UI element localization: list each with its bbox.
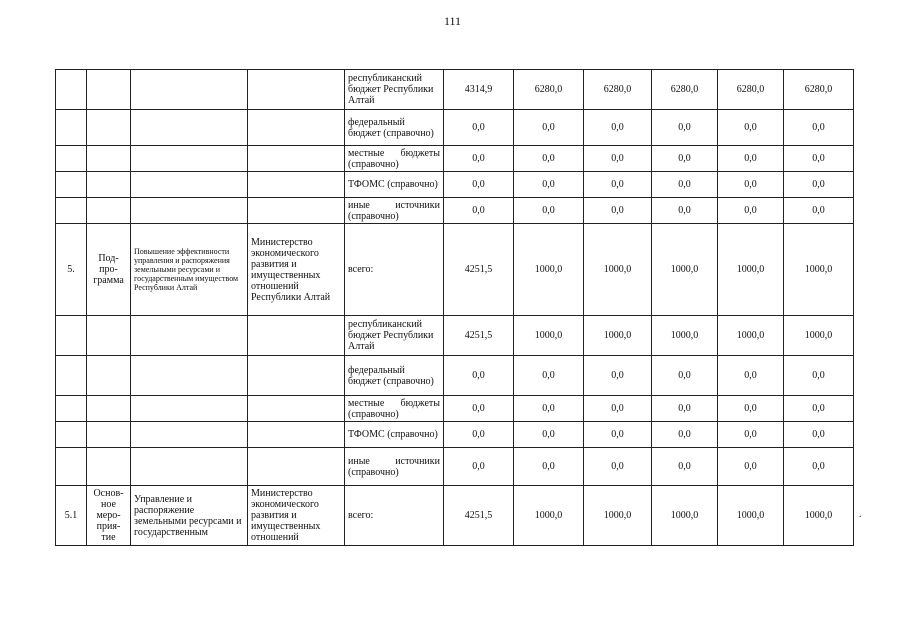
row-type-cell: Под-про-грамма: [87, 224, 131, 316]
value-cell: 0,0: [784, 396, 854, 422]
value-cell: 0,0: [718, 396, 784, 422]
page-number: 111: [443, 14, 462, 28]
row-index-cell: 5.: [56, 224, 87, 316]
row-executor-cell: [248, 172, 345, 198]
value-cell: 4251,5: [444, 486, 514, 546]
row-name-cell: [131, 198, 248, 224]
value-cell: 0,0: [584, 146, 652, 172]
row-name-cell: Повышение эффективности управления и распоряжения земельными ресурсами и государственным имуществом Республики Алтай: [131, 224, 248, 316]
value-cell: 0,0: [444, 396, 514, 422]
funding-source-cell: ТФОМС (справочно): [345, 422, 444, 448]
value-cell: 0,0: [514, 448, 584, 486]
value-cell: 1000,0: [514, 316, 584, 356]
table-row: [56, 316, 854, 356]
row-name-cell: [131, 316, 248, 356]
value-cell: 4251,5: [444, 316, 514, 356]
row-type-cell: [87, 70, 131, 110]
value-cell: 0,0: [444, 448, 514, 486]
table-row: [56, 110, 854, 146]
table-row: [56, 172, 854, 198]
value-cell: 0,0: [784, 198, 854, 224]
value-cell: 0,0: [784, 448, 854, 486]
value-cell: 6280,0: [718, 70, 784, 110]
table-row: [56, 356, 854, 396]
row-type-cell: [87, 316, 131, 356]
row-index-cell: [56, 422, 87, 448]
value-cell: 0,0: [652, 110, 718, 146]
value-cell: 0,0: [652, 396, 718, 422]
row-executor-cell: [248, 396, 345, 422]
value-cell: 1000,0: [584, 224, 652, 316]
value-cell: 0,0: [652, 422, 718, 448]
value-cell: 0,0: [652, 448, 718, 486]
row-type-cell: [87, 448, 131, 486]
value-cell: 0,0: [514, 172, 584, 198]
table-row: [56, 224, 854, 316]
value-cell: 0,0: [584, 110, 652, 146]
table-row: [56, 396, 854, 422]
value-cell: 0,0: [584, 198, 652, 224]
value-cell: 1000,0: [652, 316, 718, 356]
trailing-mark: .: [859, 509, 862, 520]
funding-source-cell: иные источники (справочно): [345, 448, 444, 486]
row-name-cell: [131, 110, 248, 146]
table-row: [56, 70, 854, 110]
table-row: [56, 448, 854, 486]
value-cell: 0,0: [652, 356, 718, 396]
value-cell: 6280,0: [584, 70, 652, 110]
value-cell: 0,0: [444, 198, 514, 224]
row-index-cell: [56, 198, 87, 224]
row-index-cell: [56, 70, 87, 110]
funding-source-cell: местные бюджеты (справочно): [345, 146, 444, 172]
value-cell: 0,0: [444, 356, 514, 396]
table-row: [56, 198, 854, 224]
table-row: [56, 486, 854, 546]
row-index-cell: [56, 172, 87, 198]
row-executor-cell: [248, 356, 345, 396]
row-executor-cell: [248, 316, 345, 356]
value-cell: 0,0: [784, 172, 854, 198]
value-cell: 6280,0: [514, 70, 584, 110]
row-index-cell: [56, 110, 87, 146]
value-cell: 0,0: [444, 422, 514, 448]
value-cell: 0,0: [514, 110, 584, 146]
row-name-cell: [131, 422, 248, 448]
value-cell: 0,0: [514, 422, 584, 448]
value-cell: 0,0: [718, 172, 784, 198]
funding-source-cell: федеральный бюджет (справочно): [345, 356, 444, 396]
row-executor-cell: [248, 422, 345, 448]
value-cell: 0,0: [718, 146, 784, 172]
row-name-cell: [131, 396, 248, 422]
funding-source-cell: всего:: [345, 224, 444, 316]
funding-source-cell: республиканский бюджет Республики Алтай: [345, 70, 444, 110]
funding-source-cell: иные источники (справочно): [345, 198, 444, 224]
funding-source-cell: местные бюджеты (справочно): [345, 396, 444, 422]
value-cell: 0,0: [584, 422, 652, 448]
table-row: [56, 422, 854, 448]
value-cell: 1000,0: [718, 316, 784, 356]
row-type-cell: [87, 198, 131, 224]
value-cell: 0,0: [584, 396, 652, 422]
value-cell: 0,0: [584, 448, 652, 486]
value-cell: 0,0: [514, 146, 584, 172]
row-name-cell: [131, 172, 248, 198]
funding-source-cell: ТФОМС (справочно): [345, 172, 444, 198]
value-cell: 1000,0: [584, 486, 652, 546]
funding-source-cell: всего:: [345, 486, 444, 546]
row-index-cell: [56, 396, 87, 422]
value-cell: 6280,0: [784, 70, 854, 110]
row-type-cell: Основ-ное меро-прия-тие: [87, 486, 131, 546]
value-cell: 6280,0: [652, 70, 718, 110]
value-cell: 0,0: [784, 110, 854, 146]
row-name-cell: [131, 356, 248, 396]
value-cell: 0,0: [652, 198, 718, 224]
value-cell: 0,0: [652, 146, 718, 172]
row-name-cell: [131, 146, 248, 172]
row-index-cell: [56, 316, 87, 356]
value-cell: 1000,0: [784, 224, 854, 316]
value-cell: 0,0: [444, 146, 514, 172]
value-cell: 1000,0: [718, 486, 784, 546]
table-row: [56, 146, 854, 172]
row-type-cell: [87, 110, 131, 146]
value-cell: 1000,0: [514, 224, 584, 316]
row-executor-cell: [248, 70, 345, 110]
row-index-cell: [56, 448, 87, 486]
row-index-cell: [56, 146, 87, 172]
row-type-cell: [87, 422, 131, 448]
value-cell: 0,0: [718, 448, 784, 486]
row-type-cell: [87, 396, 131, 422]
value-cell: 1000,0: [514, 486, 584, 546]
value-cell: 0,0: [718, 110, 784, 146]
value-cell: 0,0: [652, 172, 718, 198]
row-executor-cell: [248, 146, 345, 172]
value-cell: 1000,0: [652, 224, 718, 316]
value-cell: 1000,0: [784, 486, 854, 546]
value-cell: 1000,0: [784, 316, 854, 356]
row-executor-cell: Министерство экономического развития и имущественных отношений Республики Алтай: [248, 224, 345, 316]
value-cell: 0,0: [718, 198, 784, 224]
row-executor-cell: [248, 198, 345, 224]
row-executor-cell: [248, 448, 345, 486]
row-index-cell: [56, 356, 87, 396]
value-cell: 0,0: [514, 356, 584, 396]
funding-source-cell: республиканский бюджет Республики Алтай: [345, 316, 444, 356]
value-cell: 0,0: [444, 172, 514, 198]
row-name-cell: [131, 70, 248, 110]
value-cell: 0,0: [784, 356, 854, 396]
row-executor-cell: [248, 110, 345, 146]
value-cell: 1000,0: [718, 224, 784, 316]
value-cell: 0,0: [784, 146, 854, 172]
value-cell: 0,0: [784, 422, 854, 448]
value-cell: 0,0: [444, 110, 514, 146]
value-cell: 0,0: [584, 172, 652, 198]
value-cell: 4251,5: [444, 224, 514, 316]
value-cell: 0,0: [718, 422, 784, 448]
funding-source-cell: федеральный бюджет (справочно): [345, 110, 444, 146]
value-cell: 0,0: [584, 356, 652, 396]
value-cell: 0,0: [718, 356, 784, 396]
row-type-cell: [87, 146, 131, 172]
value-cell: 4314,9: [444, 70, 514, 110]
row-type-cell: [87, 356, 131, 396]
budget-table: [55, 69, 854, 546]
value-cell: 0,0: [514, 396, 584, 422]
row-type-cell: [87, 172, 131, 198]
row-index-cell: 5.1: [56, 486, 87, 546]
row-name-cell: Управление и распоряжение земельными ресурсами и государственным: [131, 486, 248, 546]
row-executor-cell: Министерство экономического развития и имущественных отношений: [248, 486, 345, 546]
value-cell: 0,0: [514, 198, 584, 224]
row-name-cell: [131, 448, 248, 486]
value-cell: 1000,0: [652, 486, 718, 546]
value-cell: 1000,0: [584, 316, 652, 356]
